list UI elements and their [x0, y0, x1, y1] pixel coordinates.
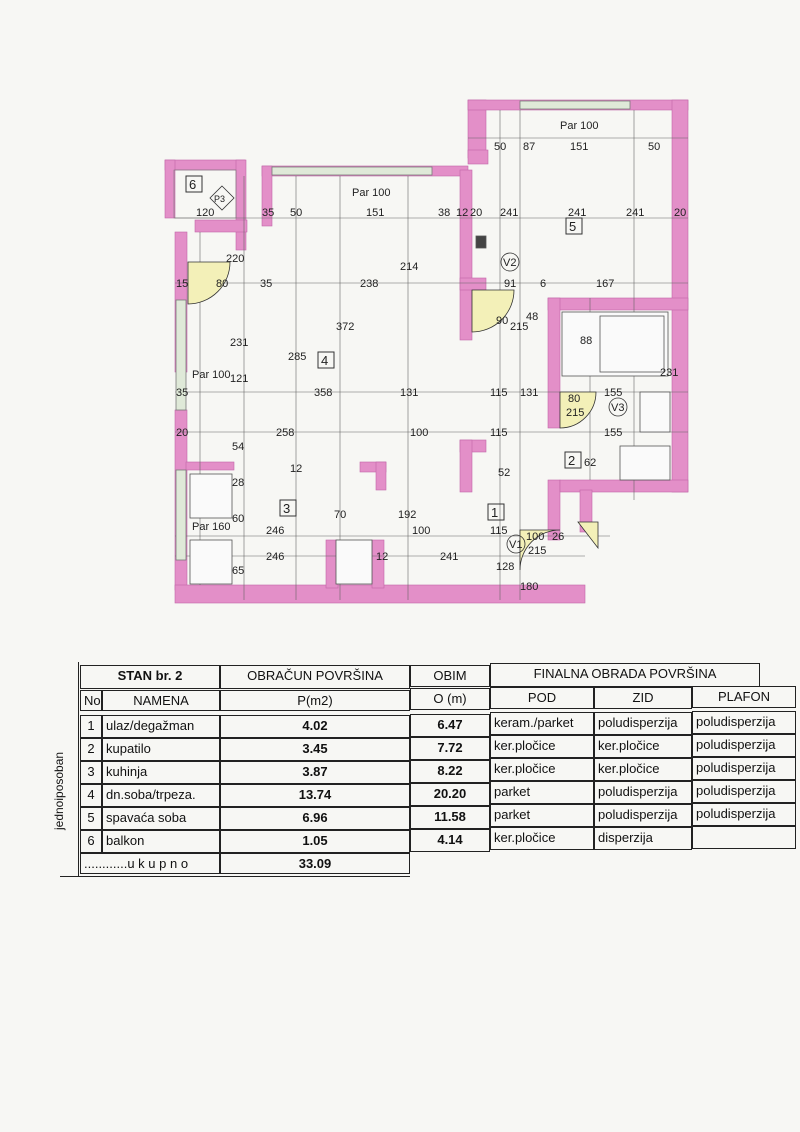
- door-tag-v1: V1: [509, 539, 523, 551]
- row-5-plafon: poludisperzija: [692, 803, 796, 826]
- finish-header: FINALNA OBRADA POVRŠINA: [490, 663, 760, 687]
- row-4-area: 13.74: [220, 784, 410, 807]
- apartment-type-label: jednoiposoban: [52, 751, 66, 830]
- dim: 52: [498, 467, 511, 479]
- door-tag-v3: V3: [611, 402, 625, 414]
- room-number-6: 6: [189, 177, 197, 192]
- dim: 80: [568, 393, 581, 405]
- row-5-name: spavaća soba: [102, 807, 220, 830]
- row-1-perimeter: 6.47: [410, 714, 490, 737]
- dim: 231: [230, 337, 249, 349]
- dim: 231: [660, 367, 679, 379]
- dim: 115: [490, 427, 508, 439]
- dim: 100: [526, 531, 545, 543]
- row-3-zid: ker.pločice: [594, 758, 692, 781]
- row-1-plafon: poludisperzija: [692, 711, 796, 734]
- row-1-no: 1: [80, 715, 102, 738]
- dim: 12: [376, 551, 389, 563]
- dim: 15: [176, 278, 189, 290]
- dim: 87: [523, 141, 536, 153]
- dim: 12: [456, 207, 469, 219]
- row-6-zid: disperzija: [594, 827, 692, 850]
- row-1-area: 4.02: [220, 715, 410, 738]
- perimeter-header: OBIM: [410, 665, 490, 687]
- row-2-pod: ker.pločice: [490, 735, 594, 758]
- row-3-pod: ker.pločice: [490, 758, 594, 781]
- dim: 91: [504, 278, 517, 290]
- row-5-no: 5: [80, 807, 102, 830]
- row-2-name: kupatilo: [102, 738, 220, 761]
- dim: 241: [568, 207, 587, 219]
- room-number-4: 4: [321, 353, 329, 368]
- dim: 258: [276, 427, 295, 439]
- col-perimeter: O (m): [410, 688, 490, 710]
- dim: 70: [334, 509, 347, 521]
- room-number-2: 2: [568, 453, 576, 468]
- room-number-5: 5: [569, 219, 577, 234]
- dim: Par 100: [560, 120, 599, 132]
- col-plafon: PLAFON: [692, 686, 796, 708]
- dim: 12: [290, 463, 303, 475]
- row-2-area: 3.45: [220, 738, 410, 761]
- dim: 155: [604, 387, 623, 399]
- dim: Par 100: [192, 369, 231, 381]
- dim: 50: [290, 207, 303, 219]
- dim: 358: [314, 387, 333, 399]
- dim: Par 100: [352, 187, 391, 199]
- dim: 246: [266, 551, 285, 563]
- row-4-zid: poludisperzija: [594, 781, 692, 804]
- col-area: P(m2): [220, 690, 410, 711]
- dim: 60: [232, 513, 245, 525]
- row-4-name: dn.soba/trpeza.: [102, 784, 220, 807]
- dim: 48: [526, 311, 539, 323]
- row-4-no: 4: [80, 784, 102, 807]
- apartment-title: STAN br. 2: [80, 665, 220, 689]
- row-6-area: 1.05: [220, 830, 410, 853]
- row-6-name: balkon: [102, 830, 220, 853]
- row-2-no: 2: [80, 738, 102, 761]
- row-1-pod: keram./parket: [490, 712, 594, 735]
- dim: 115: [490, 387, 508, 399]
- row-6-pod: ker.pločice: [490, 827, 594, 850]
- dim: 238: [360, 278, 379, 290]
- dim: 241: [626, 207, 645, 219]
- row-6-perimeter: 4.14: [410, 829, 490, 852]
- col-pod: POD: [490, 687, 594, 709]
- dim: 50: [494, 141, 507, 153]
- row-5-area: 6.96: [220, 807, 410, 830]
- room-number-3: 3: [283, 501, 291, 516]
- area-table: [60, 660, 796, 880]
- dim: 214: [400, 261, 419, 273]
- dim: 65: [232, 565, 245, 577]
- row-3-name: kuhinja: [102, 761, 220, 784]
- dim: 215: [528, 545, 547, 557]
- dim: 35: [262, 207, 275, 219]
- dim: 131: [400, 387, 419, 399]
- row-5-pod: parket: [490, 804, 594, 827]
- dim: 215: [566, 407, 585, 419]
- total-area: 33.09: [220, 853, 410, 874]
- dim: 120: [196, 207, 215, 219]
- dim: 35: [260, 278, 273, 290]
- dim: 215: [510, 321, 529, 333]
- row-4-plafon: poludisperzija: [692, 780, 796, 803]
- row-2-perimeter: 7.72: [410, 737, 490, 760]
- dim: 20: [470, 207, 483, 219]
- row-1-name: ulaz/degažman: [102, 715, 220, 738]
- dim: 20: [674, 207, 687, 219]
- dim: 151: [366, 207, 385, 219]
- dim: 35: [176, 387, 189, 399]
- dim: 151: [570, 141, 589, 153]
- dim: 88: [580, 335, 593, 347]
- row-2-plafon: poludisperzija: [692, 734, 796, 757]
- dim: 20: [176, 427, 189, 439]
- room-number-1: 1: [491, 505, 499, 520]
- dim: 38: [438, 207, 451, 219]
- row-3-plafon: poludisperzija: [692, 757, 796, 780]
- dim: 192: [398, 509, 417, 521]
- dim: 167: [596, 278, 615, 290]
- row-5-zid: poludisperzija: [594, 804, 692, 827]
- dim: 180: [520, 581, 539, 593]
- area-calc-header: OBRAČUN POVRŠINA: [220, 665, 410, 689]
- dim: 6: [540, 278, 547, 290]
- dim: 80: [216, 278, 229, 290]
- dim: 155: [604, 427, 623, 439]
- row-6-plafon: [692, 826, 796, 849]
- dim: 285: [288, 351, 307, 363]
- row-1-zid: poludisperzija: [594, 712, 692, 735]
- row-4-pod: parket: [490, 781, 594, 804]
- dim: Par 160: [192, 521, 231, 533]
- dim: 90: [496, 315, 509, 327]
- door-tag-p3: P3: [214, 194, 226, 204]
- dim: 220: [226, 253, 245, 265]
- table-frame: [78, 662, 79, 876]
- row-2-zid: ker.pločice: [594, 735, 692, 758]
- dim: 241: [440, 551, 459, 563]
- dim: 50: [648, 141, 661, 153]
- dim: 100: [410, 427, 429, 439]
- dim: 115: [490, 525, 508, 537]
- table-frame-bottom: [60, 876, 410, 877]
- dim: 28: [232, 477, 245, 489]
- dim: 241: [500, 207, 519, 219]
- row-3-perimeter: 8.22: [410, 760, 490, 783]
- col-no: No: [80, 690, 102, 711]
- row-3-area: 3.87: [220, 761, 410, 784]
- dim: 54: [232, 441, 245, 453]
- dim: 128: [496, 561, 515, 573]
- row-6-no: 6: [80, 830, 102, 853]
- dim: 100: [412, 525, 431, 537]
- row-4-perimeter: 20.20: [410, 783, 490, 806]
- door-tag-v2: V2: [503, 257, 517, 269]
- row-3-no: 3: [80, 761, 102, 784]
- dim: 246: [266, 525, 285, 537]
- col-zid: ZID: [594, 687, 692, 709]
- door-swings: [188, 262, 598, 570]
- dim: 121: [230, 373, 249, 385]
- col-namena: NAMENA: [102, 690, 220, 711]
- total-label: ............u k u p n o: [80, 853, 220, 874]
- row-5-perimeter: 11.58: [410, 806, 490, 829]
- dim: 131: [520, 387, 539, 399]
- dim: 62: [584, 457, 597, 469]
- dim: 26: [552, 531, 565, 543]
- dim: 372: [336, 321, 355, 333]
